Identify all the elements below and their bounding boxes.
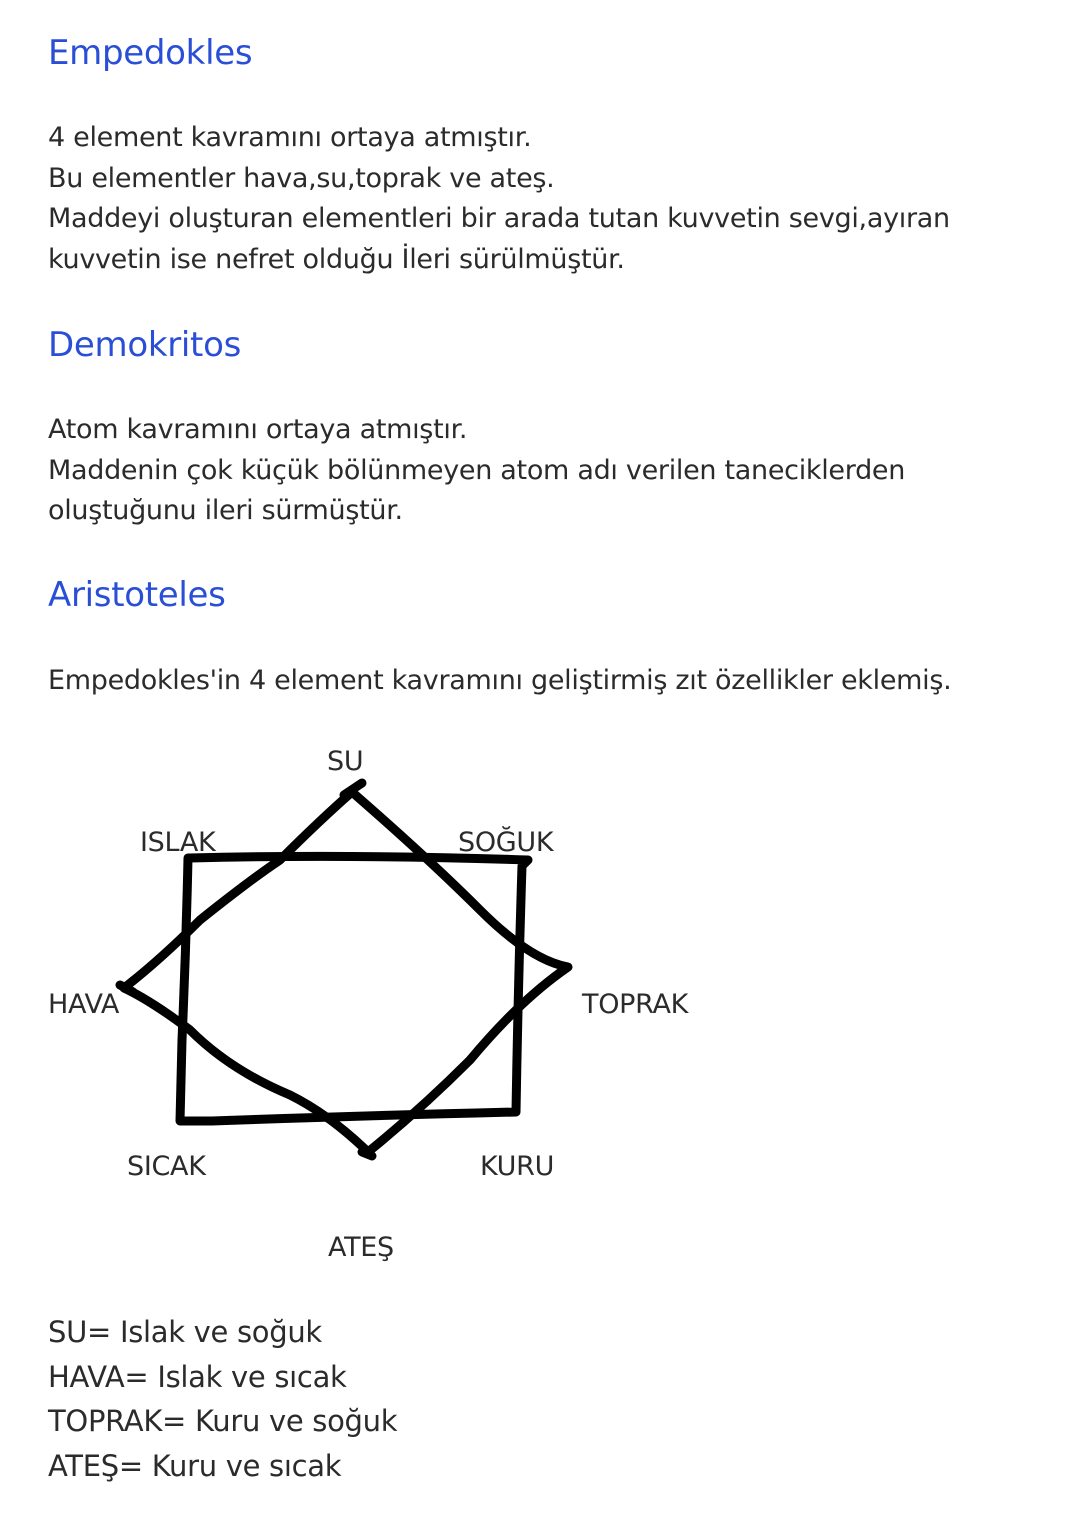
text-line: oluştuğunu ileri sürmüştür.	[48, 495, 403, 526]
four-elements-diagram	[0, 730, 760, 1290]
summary-item-su: SU= Islak ve soğuk	[48, 1315, 322, 1349]
text-line: Maddenin çok küçük bölünmeyen atom adı verilen taneciklerden	[48, 454, 906, 486]
text-line: Atom kavramını ortaya atmıştır.	[48, 414, 468, 445]
heading-aristoteles: Aristoteles	[48, 575, 226, 615]
text-line: Empedokles'in 4 element kavramını geliştirmiş zıt özellikler eklemiş.	[48, 665, 952, 696]
label-hava: HAVA	[48, 989, 120, 1020]
heading-empedokles: Empedokles	[48, 33, 253, 73]
text-line: 4 element kavramını ortaya atmıştır.	[48, 122, 532, 153]
label-sicak: SICAK	[127, 1151, 206, 1182]
paragraph-empedokles	[48, 118, 1048, 280]
summary-item-toprak: TOPRAK= Kuru ve soğuk	[48, 1404, 398, 1438]
summary-item-hava: HAVA= Islak ve sıcak	[48, 1359, 347, 1394]
label-ates: ATEŞ	[328, 1232, 394, 1263]
text-line: Bu elementler hava,su,toprak ve ateş.	[48, 162, 555, 194]
label-islak: ISLAK	[140, 827, 216, 858]
label-su: SU	[327, 746, 364, 777]
paragraph-demokritos	[48, 410, 1048, 532]
label-soguk: SOĞUK	[458, 827, 554, 858]
text-line: kuvvetin ise nefret olduğu İleri sürülmüştür.	[48, 243, 625, 275]
summary-item-ates: ATEŞ= Kuru ve sıcak	[48, 1448, 342, 1483]
text-line: Maddeyi oluşturan elementleri bir arada tutan kuvvetin sevgi,ayıran	[48, 203, 950, 234]
label-kuru: KURU	[480, 1151, 555, 1182]
element-properties-list	[48, 1310, 397, 1488]
heading-demokritos: Demokritos	[48, 325, 241, 365]
label-toprak: TOPRAK	[582, 989, 689, 1020]
paragraph-aristoteles	[48, 661, 1048, 702]
